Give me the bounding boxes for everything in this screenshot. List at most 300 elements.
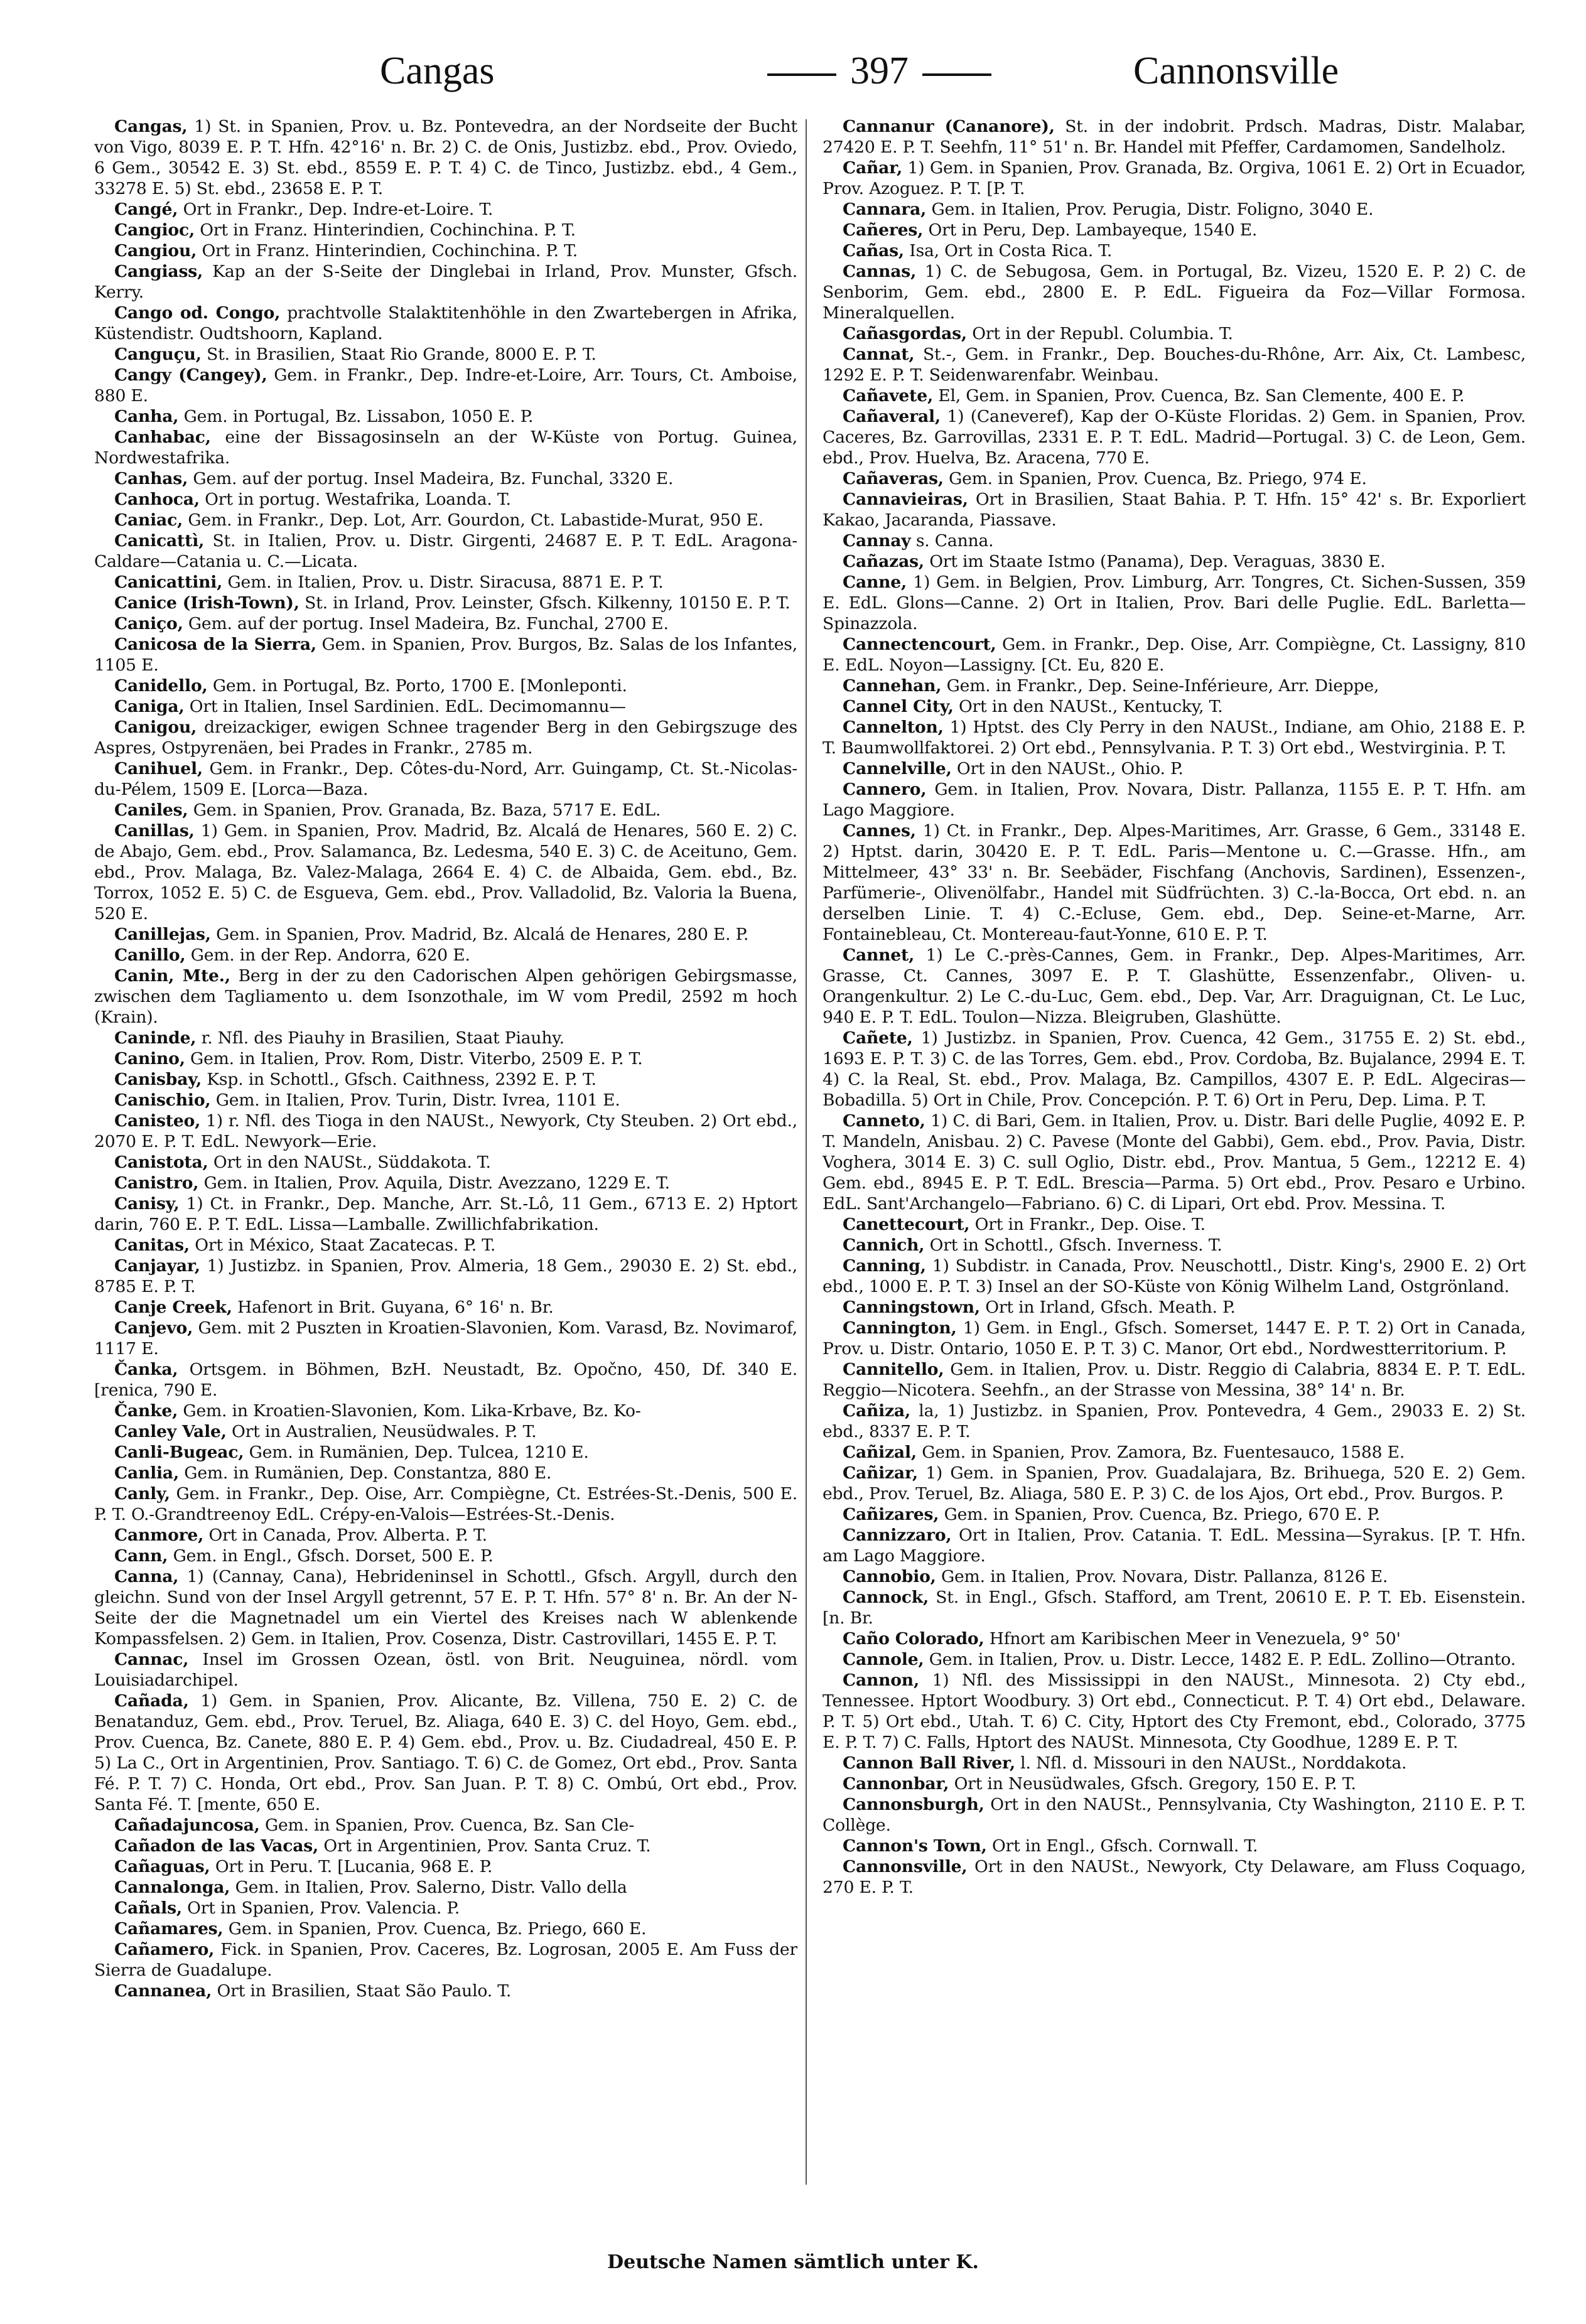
entry-text: 1) Justizbz. in Spanien, Prov. Almeria, 18 Gem., 29030 E. 2) St. ebd., 8785 E. P. T.: [94, 1256, 797, 1296]
entry-text: Gem. in Spanien, Prov. Cuenca, Bz. Priego, 974 E.: [949, 469, 1367, 488]
dictionary-entry: [94, 696, 797, 717]
entry-headword: Canettecourt,: [843, 1215, 970, 1234]
dictionary-entry: [823, 240, 1526, 261]
dictionary-entry: [94, 240, 797, 261]
dictionary-entry: [94, 406, 797, 427]
entry-text: Ort in México, Staat Zacatecas. P. T.: [195, 1235, 496, 1255]
dictionary-entry: [823, 1214, 1526, 1235]
entry-headword: Cañaguas,: [114, 1857, 210, 1876]
entry-text: la, 1) Justizbz. in Spanien, Prov. Pontevedra, 4 Gem., 29033 E. 2) St. ebd., 8337 E. P. T.: [823, 1401, 1526, 1441]
dictionary-entry: [823, 261, 1526, 323]
dictionary-entry: [823, 1359, 1526, 1401]
entry-headword: Canjayar,: [114, 1256, 200, 1276]
dictionary-entry: [94, 1069, 797, 1090]
dictionary-entry: [823, 820, 1526, 945]
dictionary-entry: [94, 800, 797, 820]
entry-headword: Canino,: [114, 1049, 185, 1068]
entry-headword: Canicosa de la Sierra,: [114, 635, 316, 654]
dictionary-entry: [94, 530, 797, 572]
entry-headword: Canihuel,: [114, 759, 203, 778]
entry-headword: Cangy (Cangey),: [114, 365, 267, 385]
dictionary-entry: [94, 199, 797, 220]
entry-headword: Canning,: [843, 1256, 926, 1276]
entry-headword: Cañeres,: [843, 220, 924, 240]
entry-headword: Cañar,: [843, 158, 903, 178]
entry-text: Kap an der S-Seite der Dinglebai in Irland, Prov. Munster, Gfsch. Kerry.: [94, 262, 797, 302]
dictionary-entry: [823, 779, 1526, 820]
dictionary-entry: [823, 1670, 1526, 1753]
dictionary-entry: [94, 220, 797, 240]
header-rule-right: [922, 73, 991, 76]
entry-text: Ort in Brasilien, Staat Bahia. P. T. Hfn. 15° 42' s. Br. Exporliert Kakao, Jacaranda, Piassave.: [823, 490, 1526, 530]
entry-headword: Cañazas,: [843, 552, 924, 571]
entry-headword: Canitas,: [114, 1235, 190, 1255]
entry-headword: Canistro,: [114, 1173, 199, 1193]
entry-headword: Cannington,: [843, 1318, 957, 1338]
entry-headword: Cañizal,: [843, 1443, 917, 1462]
dictionary-entry: [823, 1463, 1526, 1504]
entry-headword: Canhabac,: [114, 428, 211, 447]
entry-text: Ort in den NAUSt., Ohio. P.: [956, 759, 1184, 778]
entry-headword: Canidello,: [114, 676, 208, 696]
header-first-entry: Cangas: [380, 50, 495, 92]
entry-headword: Canmore,: [114, 1525, 204, 1545]
dictionary-entry: [94, 966, 797, 1028]
entry-headword: Canneto,: [843, 1111, 925, 1131]
dictionary-entry: [823, 468, 1526, 489]
entry-headword: Canischio,: [114, 1090, 211, 1110]
entry-text: Ort in Brasilien, Staat São Paulo. T.: [217, 1981, 512, 2001]
entry-text: r. Nfl. des Piauhy in Brasilien, Staat Piauhy.: [201, 1028, 564, 1048]
entry-headword: Canillo,: [114, 945, 186, 965]
dictionary-entry: [823, 945, 1526, 1028]
entry-text: dreizackiger, ewigen Schnee tragender Berg in den Gebirgszuge des Aspres, Ostpyrenäen, bei Prades in Frankr., 2785 m.: [94, 718, 797, 758]
dictionary-entry: [823, 406, 1526, 468]
dictionary-entry: [94, 1421, 797, 1442]
dictionary-entry: [94, 303, 797, 344]
dictionary-entry: [823, 1256, 1526, 1297]
dictionary-entry: [94, 1649, 797, 1691]
entry-text: 1) (Caneveref), Kap der O-Küste Floridas. 2) Gem. in Spanien, Prov. Caceres, Bz. Garrovillas, 2331 E. P. T. EdL. Madrid—Portugal. 3) C. de Leon, Gem. ebd., Prov. Huelva, Bz. Aracena, 770 E.: [823, 407, 1526, 468]
dictionary-entry: [823, 199, 1526, 220]
entry-headword: Čanka,: [114, 1360, 178, 1379]
right-column: [823, 116, 1526, 2222]
entry-headword: Cannon,: [843, 1670, 919, 1690]
entry-text: Ort in Italien, Insel Sardinien. EdL. Decimomannu—: [189, 697, 626, 716]
entry-text: Gem. mit 2 Puszten in Kroatien-Slavonien, Kom. Varasd, Bz. Novimarof, 1117 E.: [94, 1318, 797, 1358]
entry-headword: Cannat,: [843, 345, 915, 364]
dictionary-entry: [94, 675, 797, 696]
dictionary-entry: [94, 1235, 797, 1256]
entry-text: Gem. in Spanien, Prov. Granada, Bz. Baza, 5717 E. EdL.: [193, 800, 661, 820]
entry-text: Gem. in Engl., Gfsch. Dorset, 500 E. P.: [173, 1546, 494, 1566]
dictionary-entry: [94, 510, 797, 530]
column-divider: [806, 119, 807, 2185]
dictionary-entry: [823, 551, 1526, 572]
entry-text: 1) St. in Spanien, Prov. u. Bz. Pontevedra, an der Nordseite der Bucht von Vigo, 8039 E. P. T. Hfn. 42°16' n. Br. 2) C. de Onis, Justizbz. ebd., Prov. Oviedo, 6 Gem., 30542 E. 3) St. ebd., 8559 E. P. T. 4) C. de Tinco, Justizbz. ebd., 4 Gem., 33278 E. 5) St. ebd., 23658 E. P. T.: [94, 117, 797, 198]
dictionary-entry: [94, 489, 797, 510]
dictionary-entry: [94, 758, 797, 800]
entry-text: Gem. in Spanien, Prov. Cuenca, Bz. San Cle-: [264, 1816, 635, 1835]
dictionary-entry: [823, 158, 1526, 199]
entry-headword: Cannich,: [843, 1235, 925, 1255]
dictionary-entry: [94, 344, 797, 365]
dictionary-entry: [823, 1111, 1526, 1214]
entry-headword: Cañadajuncosa,: [114, 1816, 260, 1835]
entry-text: El, Gem. in Spanien, Prov. Cuenca, Bz. San Clemente, 400 E. P.: [938, 386, 1465, 406]
entry-headword: Cañete,: [843, 1028, 913, 1048]
entry-text: Ksp. in Schottl., Gfsch. Caithness, 2392 E. P. T.: [207, 1070, 596, 1089]
entry-text: Gem. in Frankr., Dep. Oise, Arr. Compiègne, Ct. Estrées-St.-Denis, 500 E. P. T. O.-Grandtreenoy EdL. Crépy-en-Valois—Estrées-St.-Denis.: [94, 1484, 797, 1524]
entry-headword: Cannet,: [843, 945, 915, 965]
entry-text: Ort in Franz. Hinterindien, Cochinchina. P. T.: [200, 220, 576, 240]
entry-headword: Cann,: [114, 1546, 168, 1566]
dictionary-entry: [94, 1836, 797, 1856]
dictionary-entry: [94, 572, 797, 593]
entry-text: Ort in den NAUSt., Kentucky, T.: [958, 697, 1223, 716]
entry-headword: Canjevo,: [114, 1318, 193, 1338]
entry-text: Gem. in der Rep. Andorra, 620 E.: [190, 945, 470, 965]
entry-text: Gem. in Italien, Prov. Salerno, Distr. Vallo della: [235, 1878, 627, 1897]
entry-text: 1) C. di Bari, Gem. in Italien, Prov. u. Distr. Bari delle Puglie, 4092 E. P. T. Mandeln, Anisbau. 2) C. Pavese (Monte del Gabbi), Gem. ebd., Prov. Pavia, Distr. Voghera, 3014 E. 3) C. sull Oglio, Distr. ebd., Prov. Mantua, 5 Gem., 12212 E. 4) Gem. ebd., 8945 E. P. T. EdL. Brescia—Parma. 5) Ort ebd., Prov. Pesaro e Urbino. EdL. Sant'Archangelo—Fabriano. 6) C. di Lipari, Ort ebd. Prov. Messina. T.: [823, 1111, 1526, 1213]
entry-text: Gem. in Italien, Prov. Novara, Distr. Pallanza, 8126 E.: [941, 1567, 1388, 1586]
entry-headword: Cañiza,: [843, 1401, 911, 1421]
entry-headword: Cannobio,: [843, 1567, 936, 1586]
entry-text: Gem. in Spanien, Prov. Cuenca, Bz. Priego, 670 E. P.: [944, 1505, 1381, 1524]
dictionary-entry: [823, 1318, 1526, 1359]
dictionary-entry: [823, 1649, 1526, 1670]
dictionary-entry: [823, 1525, 1526, 1566]
entry-headword: Cannalonga,: [114, 1878, 230, 1897]
dictionary-entry: [94, 1193, 797, 1235]
entry-headword: Cannon Ball River,: [843, 1753, 1015, 1773]
entry-headword: Canicattini,: [114, 573, 223, 592]
dictionary-entry: [823, 1297, 1526, 1318]
entry-headword: Canillas,: [114, 821, 195, 841]
entry-headword: Cangioc,: [114, 220, 195, 240]
entry-text: Ort in Canada, Prov. Alberta. P. T.: [208, 1525, 487, 1545]
dictionary-entry: [823, 572, 1526, 634]
dictionary-entry: [823, 1753, 1526, 1773]
entry-headword: Canguçu,: [114, 345, 202, 364]
dictionary-entry: [94, 365, 797, 406]
entry-text: Isa, Ort in Costa Rica. T.: [909, 241, 1113, 261]
dictionary-entry: [94, 945, 797, 966]
dictionary-entry: [94, 468, 797, 489]
dictionary-entry: [94, 1918, 797, 1939]
entry-headword: Cangiou,: [114, 241, 197, 261]
entry-text: Ort in Peru. T. [Lucania, 968 E. P.: [215, 1857, 493, 1876]
entry-text: 1) Ct. in Frankr., Dep. Manche, Arr. St.-Lô, 11 Gem., 6713 E. 2) Hptort darin, 760 E. P. T. EdL. Lissa—Lamballe. Zwillichfabrikation.: [94, 1194, 797, 1234]
entry-text: Gem. in Italien, Prov. u. Distr. Siracusa, 8871 E. P. T.: [227, 573, 664, 592]
dictionary-entry: [823, 1028, 1526, 1111]
entry-headword: Canhas,: [114, 469, 188, 488]
entry-headword: Cannac,: [114, 1650, 189, 1669]
entry-headword: Cannel City,: [843, 697, 954, 716]
entry-headword: Canisteo,: [114, 1111, 201, 1131]
entry-headword: Caniço,: [114, 614, 183, 633]
entry-headword: Cañasgordas,: [843, 324, 967, 343]
entry-headword: Cañaveral,: [843, 407, 941, 426]
entry-text: Gem. in Rumänien, Dep. Tulcea, 1210 E.: [249, 1443, 589, 1462]
entry-text: 1) Gem. in Spanien, Prov. Madrid, Bz. Alcalá de Henares, 560 E. 2) C. de Abajo, Gem. ebd., Prov. Salamanca, Bz. Ledesma, 540 E. 3) C. de Aceituno, Gem. ebd., Prov. Malaga, Bz. Valez-Malaga, 2664 E. 4) C. de Albaida, Gem. ebd., Bz. Torrox, 1052 E. 5) C. de Esgueva, Gem. ebd., Prov. Valladolid, Bz. Valoria la Buena, 520 E.: [94, 821, 797, 923]
entry-headword: Canillejas,: [114, 925, 211, 944]
entry-headword: Cangé,: [114, 200, 178, 219]
dictionary-entry: [94, 427, 797, 468]
dictionary-entry: [94, 593, 797, 613]
dictionary-entry: [823, 1235, 1526, 1256]
dictionary-entry: [94, 1318, 797, 1359]
entry-text: Gem. in Italien, Prov. Rom, Distr. Viterbo, 2509 E. P. T.: [190, 1049, 643, 1068]
entry-text: Gem. in Italien, Prov. u. Distr. Reggio di Calabria, 8834 E. P. T. EdL. Reggio—Nicotera. Seehfn., an der Strasse von Messina, 38° 14' n. Br.: [823, 1360, 1526, 1400]
dictionary-entry: [823, 1442, 1526, 1463]
entry-text: Gem. in Portugal, Bz. Lissabon, 1050 E. P.: [183, 407, 534, 426]
dictionary-entry: [823, 323, 1526, 344]
dictionary-entry: [94, 924, 797, 945]
entry-text: St. in Italien, Prov. u. Distr. Girgenti, 24687 E. P. T. EdL. Aragona-Caldare—Catania u. C.—Licata.: [94, 531, 797, 571]
entry-text: Ort in Neusüdwales, Gfsch. Gregory, 150 E. P. T.: [954, 1774, 1356, 1794]
entry-headword: Cañamero,: [114, 1940, 215, 1959]
dictionary-entry: [823, 530, 1526, 551]
entry-text: Gem. in Italien, Prov. u. Distr. Lecce, 1482 E. P. EdL. Zollino—Otranto.: [929, 1650, 1516, 1669]
dictionary-entry: [94, 1939, 797, 1981]
entry-text: Ortsgem. in Böhmen, BzH. Neustadt, Bz. Opočno, 450, Df. 340 E. [renica, 790 E.: [94, 1360, 797, 1400]
entry-text: s. Canna.: [915, 531, 994, 551]
entry-headword: Cañas,: [843, 241, 904, 261]
entry-text: Gem. in Kroatien-Slavonien, Kom. Lika-Krbave, Bz. Ko-: [183, 1401, 641, 1421]
entry-text: St. in Engl., Gfsch. Stafford, am Trent, 20610 E. P. T. Eb. Eisenstein. [n. Br.: [823, 1588, 1526, 1628]
entry-headword: Cañizares,: [843, 1505, 939, 1524]
entry-headword: Cañamares,: [114, 1919, 224, 1939]
header-last-entry: Cannonsville: [1133, 50, 1339, 92]
page-footer-note: Deutsche Namen sämtlich unter K.: [607, 2251, 979, 2273]
dictionary-entry: [94, 1111, 797, 1152]
entry-headword: Cangiass,: [114, 262, 203, 281]
entry-text: 1) Gem. in Engl., Gfsch. Somerset, 1447 E. P. T. 2) Ort in Canada, Prov. u. Distr. Ontario, 1050 E. P. T. 3) C. Manor, Ort ebd., Nordwestterritorium. P.: [823, 1318, 1526, 1358]
entry-headword: Cannes,: [843, 821, 916, 841]
entry-text: 1) Gem. in Spanien, Prov. Guadalajara, Bz. Brihuega, 520 E. 2) Gem. ebd., Prov. Teruel, Bz. Aliaga, 580 E. P. 3) C. de los Ajos, Ort ebd., Prov. Burgos. P.: [823, 1463, 1526, 1504]
dictionary-entry: [94, 1028, 797, 1048]
entry-headword: Canha,: [114, 407, 179, 426]
dictionary-entry: [94, 634, 797, 675]
entry-text: Gem. in Spanien, Prov. Burgos, Bz. Salas de los Infantes, 1105 E.: [94, 635, 797, 675]
entry-text: Fick. in Spanien, Prov. Caceres, Bz. Logrosan, 2005 E. Am Fuss der Sierra de Guadalupe.: [94, 1940, 797, 1980]
entry-text: l. Nfl. d. Missouri in den NAUSt., Norddakota.: [1020, 1753, 1407, 1773]
entry-headword: Cannonbar,: [843, 1774, 949, 1794]
entry-headword: Cañavete,: [843, 386, 933, 406]
entry-headword: Canna,: [114, 1567, 179, 1586]
dictionary-entry: [823, 385, 1526, 406]
entry-headword: Cañada,: [114, 1691, 189, 1711]
entry-headword: Canningstown,: [843, 1298, 980, 1317]
entry-headword: Cañaveras,: [843, 469, 944, 488]
entry-text: Ort in der Republ. Columbia. T.: [972, 324, 1233, 343]
dictionary-entry: [823, 1504, 1526, 1525]
dictionary-entry: [94, 1877, 797, 1898]
entry-headword: Cannehan,: [843, 676, 942, 696]
dictionary-entry: [823, 1628, 1526, 1649]
entry-headword: Cannectencourt,: [843, 635, 996, 654]
page-number-group: [753, 49, 1005, 94]
entry-headword: Cannitello,: [843, 1360, 944, 1379]
entry-text: Gem. in Rumänien, Dep. Constantza, 880 E.: [184, 1463, 552, 1483]
dictionary-entry: [94, 1463, 797, 1483]
entry-headword: Cannon's Town,: [843, 1836, 987, 1856]
dictionary-entry: [94, 1090, 797, 1111]
dictionary-entry: [823, 675, 1526, 696]
entry-text: Ort in Frankr., Dep. Indre-et-Loire. T.: [183, 200, 494, 219]
dictionary-entry: [94, 1173, 797, 1193]
dictionary-entry: [823, 220, 1526, 240]
entry-text: Berg in der zu den Cadorischen Alpen gehörigen Gebirgsmasse, zwischen dem Tagliamento u. dem Isonzothale, im W vom Predil, 2592 m hoch (Krain).: [94, 966, 797, 1027]
entry-text: Gem. in Frankr., Dep. Indre-et-Loire, Arr. Tours, Ct. Amboise, 880 E.: [94, 365, 797, 406]
entry-headword: Cannanea,: [114, 1981, 212, 2001]
dictionary-entry: [823, 696, 1526, 717]
dictionary-entry: [823, 634, 1526, 675]
entry-headword: Cannock,: [843, 1588, 929, 1607]
entry-text: 1) C. de Sebugosa, Gem. in Portugal, Bz. Vizeu, 1520 E. P. 2) C. de Senborim, Gem. ebd., 2800 E. P. EdL. Figueira da Foz—Villar Formosa. Mineralquellen.: [823, 262, 1526, 323]
entry-text: Gem. in Spanien, Prov. Madrid, Bz. Alcalá de Henares, 280 E. P.: [216, 925, 749, 944]
dictionary-entry: [94, 613, 797, 634]
entry-text: Ort im Staate Istmo (Panama), Dep. Veraguas, 3830 E.: [929, 552, 1386, 571]
entry-headword: Cannas,: [843, 262, 917, 281]
dictionary-entry: [94, 261, 797, 303]
dictionary-entry: [94, 116, 797, 199]
dictionary-entry: [94, 1401, 797, 1421]
entry-text: Ort in Argentinien, Prov. Santa Cruz. T.: [323, 1836, 651, 1856]
entry-text: 1) r. Nfl. des Tioga in den NAUSt., Newyork, Cty Steuben. 2) Ort ebd., 2070 E. P. T. EdL. Newyork—Erie.: [94, 1111, 797, 1151]
dictionary-entry: [823, 1773, 1526, 1794]
entry-text: Gem. in Spanien, Prov. Cuenca, Bz. Priego, 660 E.: [228, 1919, 647, 1939]
dictionary-entry: [94, 1297, 797, 1318]
entry-headword: Cañadon de las Vacas,: [114, 1836, 319, 1856]
entry-text: Ort in portug. Westafrika, Loanda. T.: [205, 490, 511, 509]
dictionary-entry: [823, 344, 1526, 385]
entry-text: 1) Justizbz. in Spanien, Prov. Cuenca, 42 Gem., 31755 E. 2) St. ebd., 1693 E. P. T. 3) C. de las Torres, Gem. ebd., Prov. Cordoba, Bz. Bujalance, 2994 E. T. 4) C. la Real, St. ebd., Prov. Malaga, Bz. Campillos, 4307 E. P. EdL. Algeciras—Bobadilla. 5) Ort in Chile, Prov. Concepción. P. T. 6) Ort in Peru, Dep. Lima. P. T.: [823, 1028, 1526, 1110]
entry-headword: Cañizar,: [843, 1463, 918, 1483]
dictionary-entry: [94, 1359, 797, 1401]
entry-headword: Caninde,: [114, 1028, 197, 1048]
entry-headword: Cannara,: [843, 200, 927, 219]
entry-text: 1) Gem. in Belgien, Prov. Limburg, Arr. Tongres, Ct. Sichen-Sussen, 359 E. EdL. Glons—Canne. 2) Ort in Italien, Prov. Bari delle Puglie. EdL. Barletta—Spinazzola.: [823, 573, 1526, 633]
entry-headword: Caniles,: [114, 800, 188, 820]
entry-text: Ort in den NAUSt., Pennsylvania, Cty Washington, 2110 E. P. T. Collège.: [823, 1795, 1526, 1835]
dictionary-entry: [94, 1546, 797, 1566]
entry-text: Ort in Peru, Dep. Lambayeque, 1540 E.: [928, 220, 1258, 240]
entry-text: 1) Gem. in Spanien, Prov. Alicante, Bz. Villena, 750 E. 2) C. de Benatanduz, Gem. ebd., Prov. Teruel, Bz. Aliaga, 640 E. 3) C. del Hoyo, Gem. ebd., Prov. Cuenca, Bz. Canete, 880 E. P. 4) Gem. ebd., Prov. u. Bz. Ciudadreal, 450 E. P. 5) La C., Ort in Argentinien, Prov. Santiago. T. 6) C. de Gomez, Ort ebd., Prov. Santa Fé. P. T. 7) C. Honda, Ort ebd., Prov. San Juan. P. T. 8) C. Ombú, Ort ebd., Prov. Santa Fé. T. [mente, 650 E.: [94, 1691, 797, 1814]
entry-headword: Cannizzaro,: [843, 1525, 952, 1545]
entry-text: St. in Brasilien, Staat Rio Grande, 8000 E. P. T.: [207, 345, 596, 364]
entry-headword: Caniac,: [114, 510, 183, 530]
entry-text: Gem. in Italien, Prov. Novara, Distr. Pallanza, 1155 E. P. T. Hfn. am Lago Maggiore.: [823, 780, 1526, 820]
dictionary-entry: [94, 1815, 797, 1836]
entry-headword: Canly,: [114, 1484, 170, 1504]
entry-headword: Canhoca,: [114, 490, 200, 509]
entry-text: Hafenort in Brit. Guyana, 6° 16' n. Br.: [237, 1298, 554, 1317]
dictionary-entry: [823, 116, 1526, 158]
dictionary-entry: [823, 1566, 1526, 1587]
entry-text: Hfnort am Karibischen Meer in Venezuela, 9° 50': [989, 1629, 1401, 1649]
entry-text: Gem. in Frankr., Dep. Côtes-du-Nord, Arr. Guingamp, Ct. St.-Nicolas-du-Pélem, 1509 E. [Lorca—Baza.: [94, 759, 797, 799]
entry-text: 1) Ct. in Frankr., Dep. Alpes-Maritimes, Arr. Grasse, 6 Gem., 33148 E. 2) Hptst. darin, 30420 E. P. T. EdL. Paris—Mentone u. C.—Grasse. Hfn., am Mittelmeer, 43° 33' n. Br. Seebäder, Fischfang (Anchovis, Sardinen), Essenzen-, Parfümerie-, Olivenölfabr., Handel mit Südfrüchten. 3) C.-la-Bocca, Ort ebd. n. an derselben Linie. T. 4) C.-Ecluse, Gem. ebd., Dep. Seine-et-Marne, Arr. Fontainebleau, Ct. Montereau-faut-Yonne, 610 E. P. T.: [823, 821, 1526, 944]
page-number: 397: [850, 50, 909, 92]
dictionary-entry: [94, 1442, 797, 1463]
entry-text: Ort in Spanien, Prov. Valencia. P.: [187, 1898, 460, 1918]
entry-headword: Čanke,: [114, 1401, 178, 1421]
entry-headword: Cannole,: [843, 1650, 924, 1669]
header-rule-left: [767, 73, 836, 76]
page-header: [94, 49, 1501, 105]
entry-text: Gem. in Spanien, Prov. Zamora, Bz. Fuentesauco, 1588 E.: [922, 1443, 1405, 1462]
entry-text: 1) Hptst. des Cly Perry in den NAUSt., Indiane, am Ohio, 2188 E. P. T. Baumwollfaktorei. 2) Ort ebd., Pennsylvania. P. T. 3) Ort ebd., Westvirginia. P. T.: [823, 718, 1526, 758]
entry-headword: Cannero,: [843, 780, 927, 799]
entry-text: Gem. in Frankr., Dep. Seine-Inférieure, Arr. Dieppe,: [946, 676, 1379, 696]
entry-headword: Canli-Bugeac,: [114, 1443, 244, 1462]
entry-headword: Canistota,: [114, 1153, 208, 1172]
entry-text: St. in Irland, Prov. Leinster, Gfsch. Kilkenny, 10150 E. P. T.: [305, 593, 790, 613]
entry-text: 1) (Cannay, Cana), Hebrideninsel in Schottl., Gfsch. Argyll, durch den gleichn. Sund von der Insel Argyll getrennt, 57 E. P. T. Hfn. 57° 8' n. Br. An der N-Seite der die Magnetnadel um ein Viertel des Kreises nach W ablenkende Kompassfelsen. 2) Gem. in Italien, Prov. Cosenza, Distr. Castrovillari, 1455 E. P. T.: [94, 1567, 797, 1649]
dictionary-entry: [823, 1587, 1526, 1628]
entry-headword: Caño Colorado,: [843, 1629, 985, 1649]
entry-headword: Cannanur (Cananore),: [843, 117, 1055, 136]
entry-text: 1) Nfl. des Mississippi in den NAUSt., Minnesota. 2) Cty ebd., Tennessee. Hptort Woodbury. 3) Ort ebd., Connecticut. P. T. 4) Ort ebd., Delaware. P. T. 5) Ort ebd., Utah. T. 6) C. City, Hptort des Cty Fremont, ebd., Colorado, 3775 E. P. T. 7) C. Falls, Hptort des NAUSt. Minnesota, Cty Goodhue, 1289 E. P. T.: [823, 1670, 1526, 1752]
entry-text: Gem. in Frankr., Dep. Oise, Arr. Compiègne, Ct. Lassigny, 810 E. EdL. Noyon—Lassigny. [Ct. Eu, 820 E.: [823, 635, 1526, 675]
dictionary-entry: [823, 1794, 1526, 1836]
entry-text: 1) Gem. in Spanien, Prov. Granada, Bz. Orgiva, 1061 E. 2) Ort in Ecuador, Prov. Azoguez. P. T. [P. T.: [823, 158, 1526, 198]
dictionary-entry: [94, 1525, 797, 1546]
entry-headword: Cannay: [843, 531, 911, 551]
dictionary-entry: [94, 1152, 797, 1173]
entry-text: Ort in Frankr., Dep. Oise. T.: [974, 1215, 1206, 1234]
entry-headword: Canley Vale,: [114, 1422, 227, 1441]
entry-headword: Cañals,: [114, 1898, 182, 1918]
dictionary-entry: [94, 1691, 797, 1815]
entry-text: prachtvolle Stalaktitenhöhle in den Zwartebergen in Afrika, Küstendistr. Oudtshoorn, Kapland.: [94, 303, 797, 343]
entry-text: Ort in Franz. Hinterindien, Cochinchina. P. T.: [202, 241, 578, 261]
entry-headword: Canje Creek,: [114, 1298, 232, 1317]
entry-text: Gem. in Portugal, Bz. Porto, 1700 E. [Monleponti.: [212, 676, 627, 696]
dictionary-entry: [94, 1483, 797, 1525]
entry-text: eine der Bissagosinseln an der W-Küste von Portug. Guinea, Nordwestafrika.: [94, 428, 797, 468]
dictionary-entry: [94, 717, 797, 758]
entry-headword: Caniga,: [114, 697, 185, 716]
entry-text: 1) Le C.-près-Cannes, Gem. in Frankr., Dep. Alpes-Maritimes, Arr. Grasse, Ct. Cannes, 3097 E. P. T. Glashütte, Essenzenfabr., Oliven- u. Orangenkultur. 2) Le C.-du-Luc, Gem. ebd., Dep. Var, Arr. Draguignan, Ct. Le Luc, 940 E. P. T. EdL. Toulon—Nizza. Bleigruben, Glashütte.: [823, 945, 1526, 1027]
entry-text: St. in der indobrit. Prdsch. Madras, Distr. Malabar, 27420 E. P. T. Seehfn, 11° 51' n. Br. Handel mit Pfeffer, Cardamomen, Sandelholz.: [823, 117, 1526, 157]
entry-text: Ort in den NAUSt., Newyork, Cty Delaware, am Fluss Coquago, 270 E. P. T.: [823, 1857, 1526, 1897]
dictionary-entry: [823, 1836, 1526, 1856]
dictionary-entry: [94, 820, 797, 924]
left-column: [94, 116, 797, 2222]
entry-text: St.-, Gem. in Frankr., Dep. Bouches-du-Rhône, Arr. Aix, Ct. Lambesc, 1292 E. P. T. Seidenwarenfabr. Weinbau.: [823, 345, 1526, 385]
entry-text: Gem. in Italien, Prov. Aquila, Distr. Avezzano, 1229 E. T.: [203, 1173, 670, 1193]
entry-headword: Cannavieiras,: [843, 490, 968, 509]
entry-headword: Canigou,: [114, 718, 197, 737]
entry-headword: Cangas,: [114, 117, 188, 136]
entry-headword: Canice (Irish-Town),: [114, 593, 299, 613]
entry-text: Ort in Italien, Prov. Catania. T. EdL. Messina—Syrakus. [P. T. Hfn. am Lago Maggiore.: [823, 1525, 1526, 1566]
dictionary-entry: [94, 1856, 797, 1877]
dictionary-entry: [94, 1048, 797, 1069]
dictionary-entry: [823, 1401, 1526, 1442]
entry-headword: Cango od. Congo,: [114, 303, 281, 323]
entry-text: Ort in Engl., Gfsch. Cornwall. T.: [991, 1836, 1258, 1856]
entry-text: Gem. in Italien, Prov. Turin, Distr. Ivrea, 1101 E.: [215, 1090, 620, 1110]
entry-headword: Cannelton,: [843, 718, 944, 737]
entry-text: 1) Subdistr. in Canada, Prov. Neuschottl., Distr. King's, 2900 E. 2) Ort ebd., 1000 E. P. T. 3) Insel an der SO-Küste von König Wilhelm Land, Ostgrönland.: [823, 1256, 1526, 1296]
entry-text: Ort in den NAUSt., Süddakota. T.: [213, 1153, 491, 1172]
entry-text: Ort in Australien, Neusüdwales. P. T.: [232, 1422, 537, 1441]
entry-headword: Canin, Mte.,: [114, 966, 230, 986]
